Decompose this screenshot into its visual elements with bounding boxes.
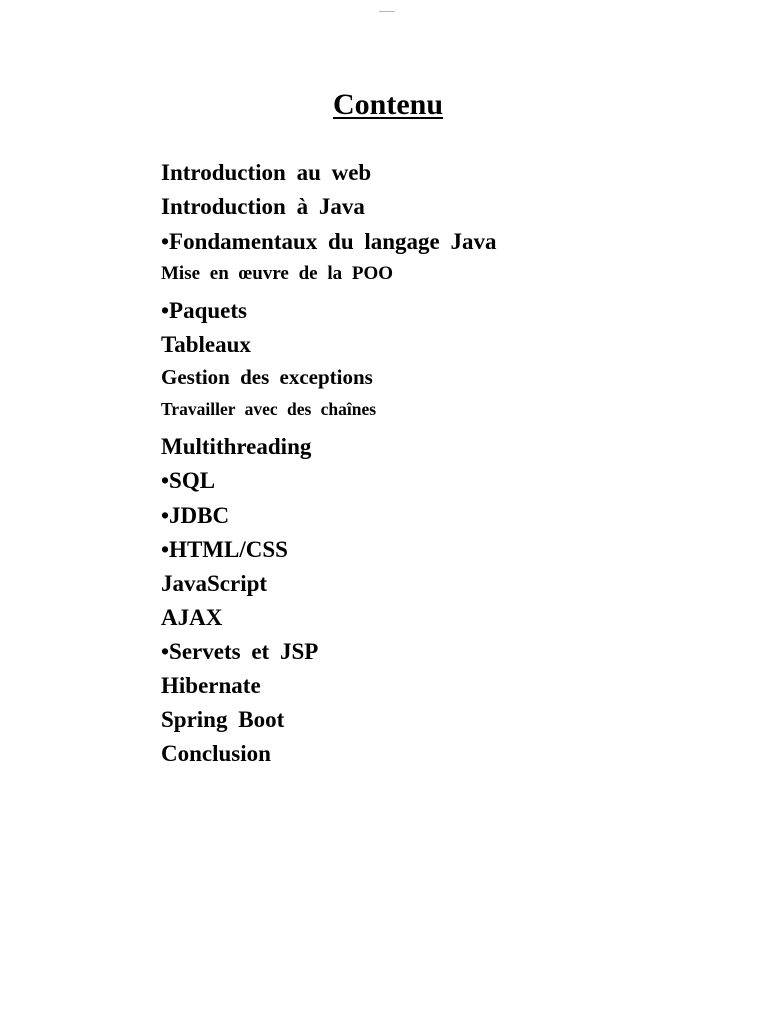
- toc-item-conclusion: Conclusion: [161, 741, 271, 766]
- toc-item-multithreading: Multithreading: [161, 434, 312, 459]
- toc-item-introduction-web: Introduction au web: [161, 160, 372, 185]
- toc-item-javascript: JavaScript: [161, 571, 268, 596]
- header-mark: [379, 11, 395, 12]
- toc-item-paquets: •Paquets: [161, 298, 248, 323]
- toc-item-sql: •SQL: [161, 468, 216, 493]
- toc-item-html-css: •HTML/CSS: [161, 537, 288, 562]
- toc-item-chaines: Travailler avec des chaînes: [161, 399, 377, 419]
- toc-item-tableaux: Tableaux: [161, 332, 251, 357]
- toc-item-jdbc: •JDBC: [161, 503, 230, 528]
- toc-item-exceptions: Gestion des exceptions: [161, 365, 373, 389]
- toc-item-hibernate: Hibernate: [161, 673, 261, 698]
- toc-item-ajax: AJAX: [161, 605, 223, 630]
- toc-item-poo: Mise en œuvre de la POO: [161, 263, 394, 284]
- page-title: Contenu: [332, 88, 444, 121]
- toc-item-spring-boot: Spring Boot: [161, 707, 285, 732]
- toc-item-servets-jsp: •Servets et JSP: [161, 639, 319, 664]
- toc-item-fondamentaux: •Fondamentaux du langage Java: [161, 229, 497, 254]
- toc-item-introduction-java: Introduction à Java: [161, 194, 365, 219]
